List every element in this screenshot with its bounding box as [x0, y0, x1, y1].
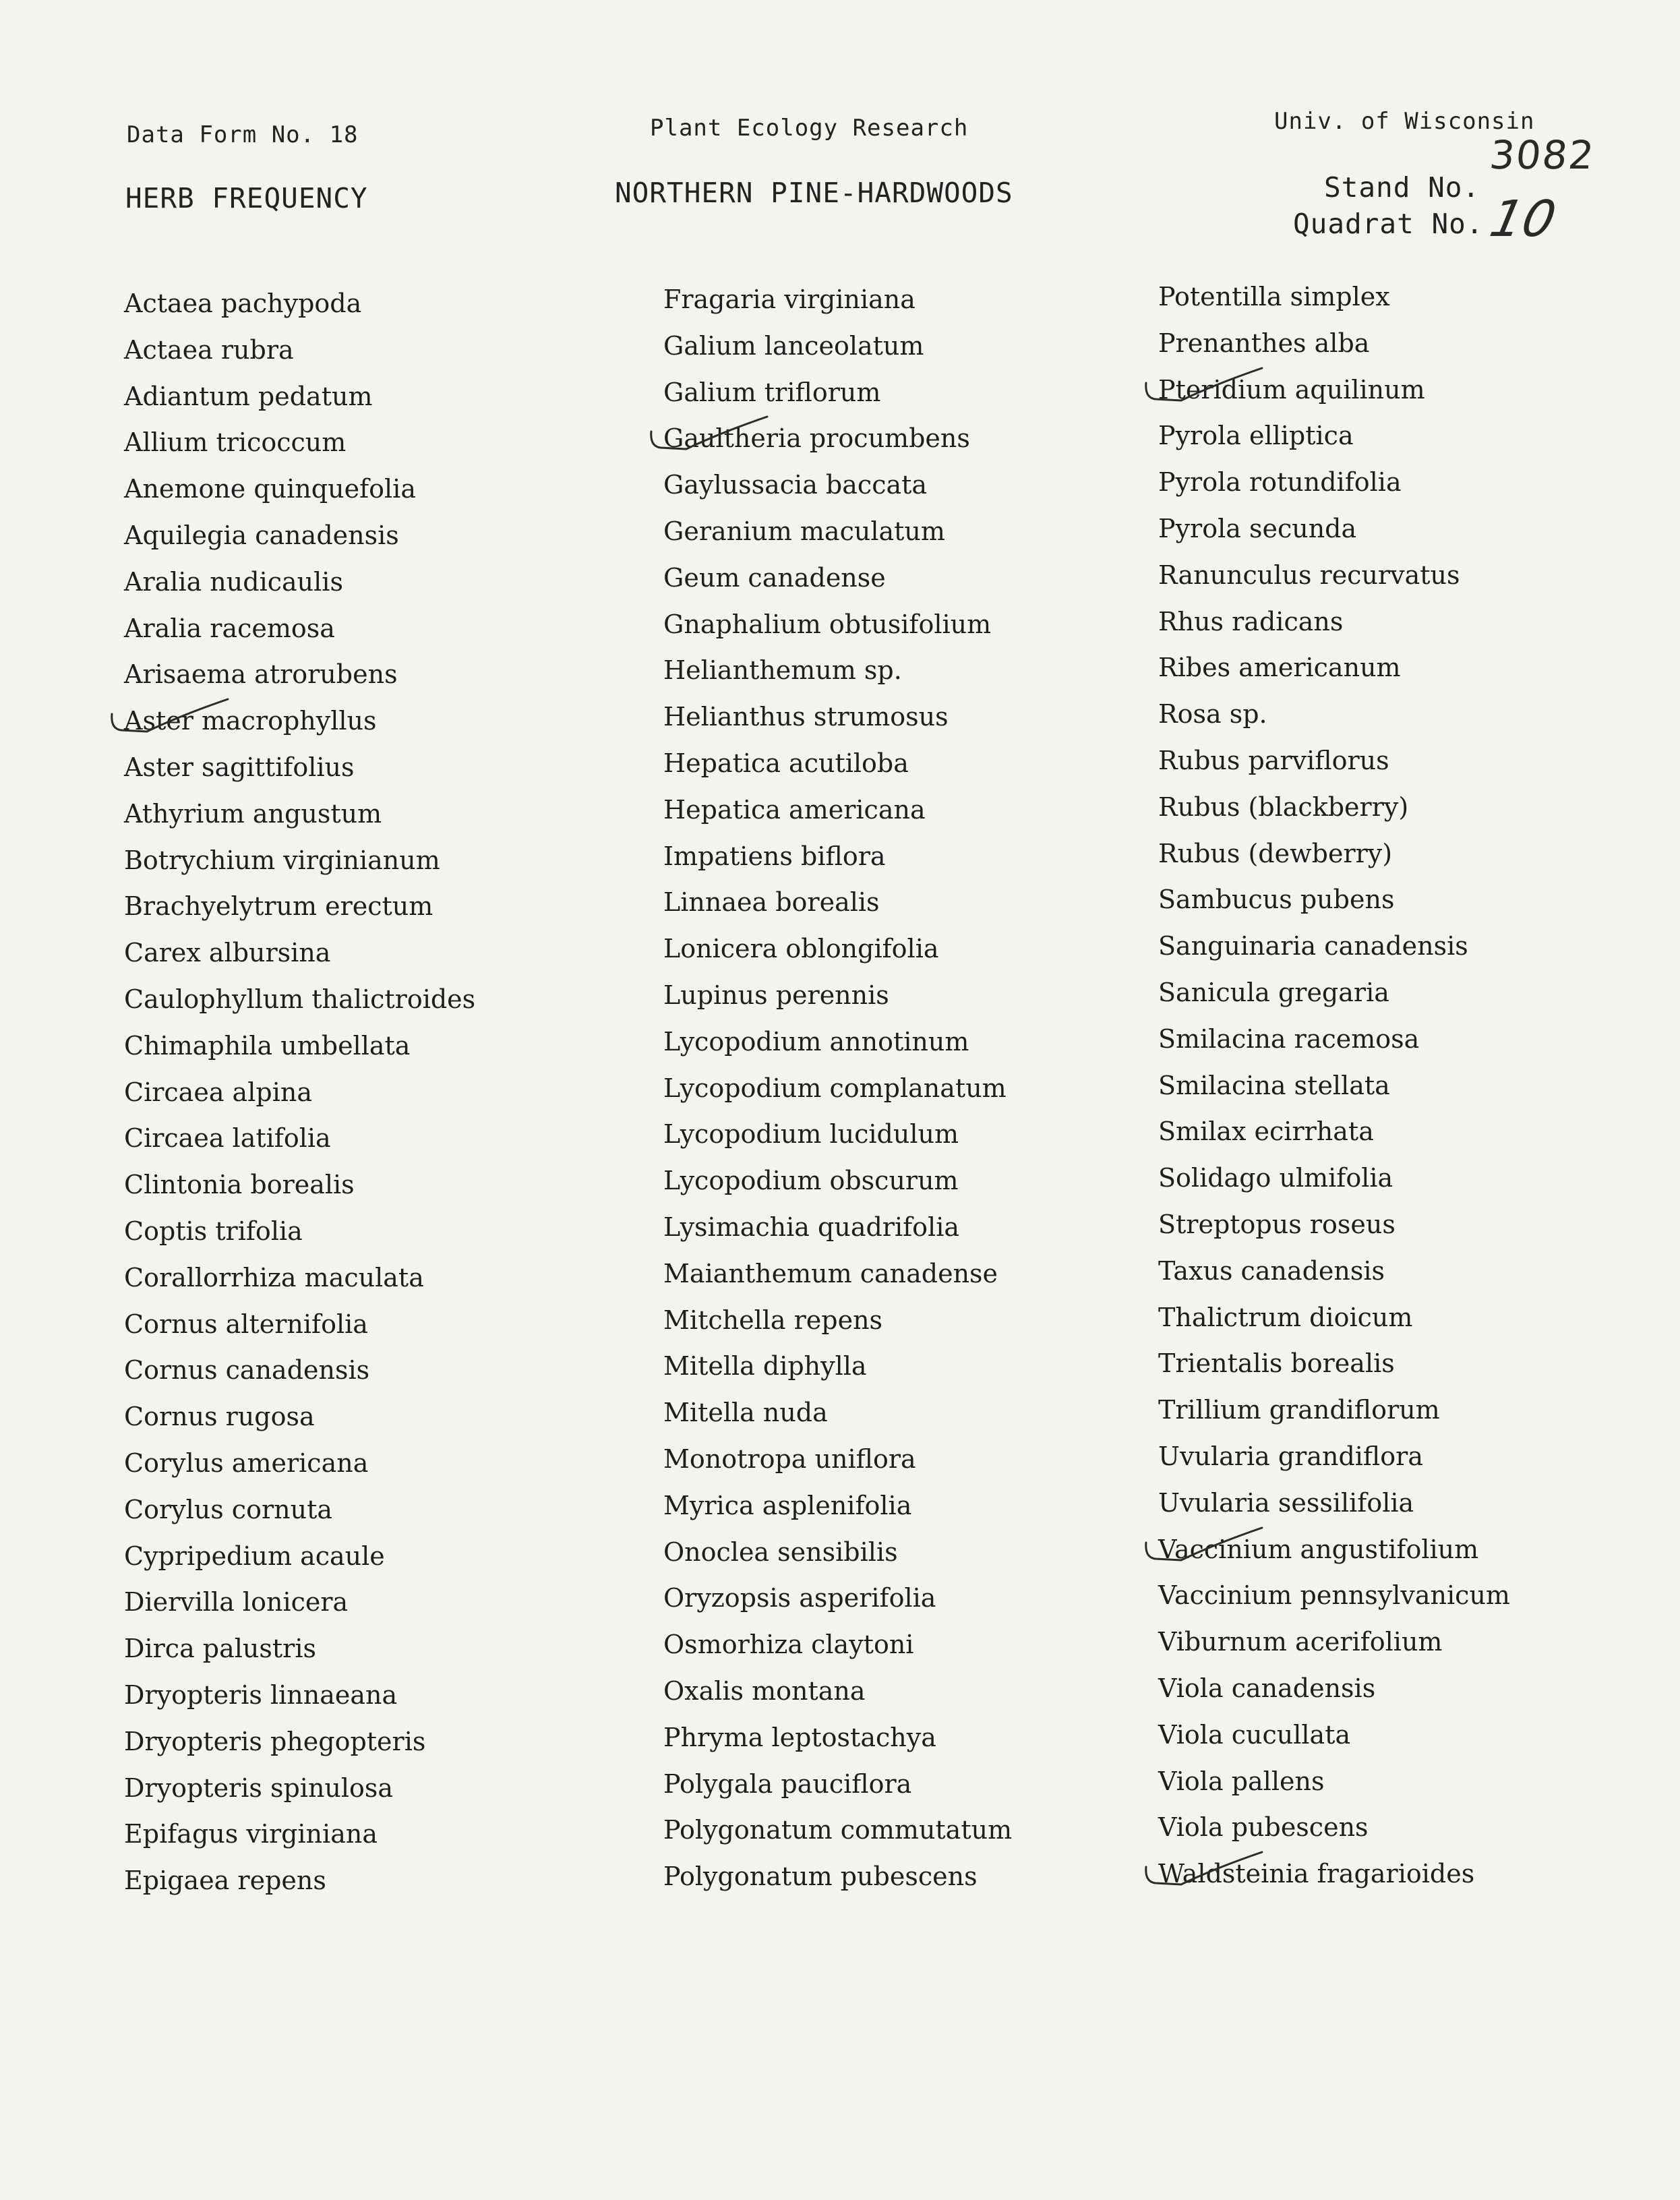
species-item: Sanguinaria canadensis — [1158, 931, 1468, 961]
species-item: Corallorrhiza maculata — [124, 1262, 424, 1292]
species-item: Vaccinium pennsylvanicum — [1158, 1580, 1510, 1611]
species-item: Aralia racemosa — [124, 613, 335, 643]
species-item: Sambucus pubens — [1158, 885, 1395, 915]
species-item: Mitella nuda — [663, 1398, 828, 1428]
species-item: Pyrola elliptica — [1158, 421, 1354, 451]
stand-number-label: Stand No. — [1324, 171, 1480, 204]
species-item: Smilacina racemosa — [1158, 1023, 1420, 1054]
university-name: Univ. of Wisconsin — [1274, 108, 1535, 135]
species-item: Galium lanceolatum — [663, 330, 924, 361]
species-item: Hepatica americana — [663, 794, 926, 825]
species-item: Rhus radicans — [1158, 606, 1344, 636]
species-item: Chimaphila umbellata — [124, 1030, 411, 1061]
species-item: Gaultheria procumbens — [663, 415, 1012, 462]
species-item: Onoclea sensibilis — [663, 1537, 898, 1567]
species-item: Pteridium aquilinum — [1158, 367, 1510, 413]
pencil-checkmark-icon — [1141, 357, 1282, 411]
species-item: Pyrola secunda — [1158, 513, 1357, 543]
pencil-checkmark-icon — [107, 688, 248, 742]
quadrat-number-label: Quadrat No. — [1293, 208, 1484, 240]
species-item: Athyrium angustum — [124, 798, 382, 829]
species-item: Lonicera oblongifolia — [663, 934, 939, 964]
species-item: Streptopus roseus — [1158, 1209, 1396, 1239]
species-item: Oryzopsis asperifolia — [663, 1583, 936, 1613]
species-item: Rubus (blackberry) — [1158, 792, 1409, 822]
species-item: Anemone quinquefolia — [124, 474, 416, 504]
species-item: Myrica asplenifolia — [663, 1490, 912, 1520]
species-item: Diervilla lonicera — [124, 1587, 349, 1617]
species-item: Geum canadense — [663, 562, 886, 593]
species-item: Smilax ecirrhata — [1158, 1117, 1374, 1147]
species-item: Lycopodium lucidulum — [663, 1119, 959, 1150]
species-item: Gaylussacia baccata — [663, 470, 928, 500]
species-item: Allium tricoccum — [124, 427, 347, 458]
species-item: Polygala pauciflora — [663, 1768, 912, 1799]
species-item: Dryopteris spinulosa — [124, 1773, 394, 1803]
species-item: Viburnum acerifolium — [1158, 1627, 1443, 1657]
species-item: Corylus americana — [124, 1448, 369, 1478]
species-item: Potentilla simplex — [1158, 282, 1390, 311]
species-item: Helianthemum sp. — [663, 655, 902, 686]
species-item: Waldsteinia fragarioides — [1158, 1851, 1510, 1897]
species-item: Viola cucullata — [1158, 1719, 1351, 1750]
species-item: Rubus (dewberry) — [1158, 838, 1393, 868]
species-item: Lycopodium complanatum — [663, 1073, 1007, 1103]
species-item: Linnaea borealis — [663, 887, 880, 918]
species-item: Lycopodium obscurum — [663, 1166, 959, 1196]
species-item: Ranunculus recurvatus — [1158, 560, 1460, 590]
species-item: Clintonia borealis — [124, 1170, 355, 1200]
species-item: Epifagus virginiana — [124, 1819, 378, 1849]
species-column-2 — [663, 276, 1012, 1900]
species-item: Circaea latifolia — [124, 1123, 331, 1154]
species-item: Impatiens biflora — [663, 841, 886, 871]
pencil-checkmark-icon — [1141, 1841, 1282, 1895]
species-item: Aquilegia canadensis — [124, 520, 399, 550]
species-item: Mitella diphylla — [663, 1351, 867, 1381]
species-column-3 — [1158, 274, 1510, 1897]
pencil-checkmark-icon — [1141, 1517, 1282, 1571]
species-item: Epigaea repens — [124, 1866, 326, 1896]
species-item: Arisaema atrorubens — [124, 659, 398, 690]
species-item: Uvularia sessilifolia — [1158, 1487, 1414, 1518]
organization-name: Plant Ecology Research — [650, 115, 969, 142]
species-item: Carex albursina — [124, 938, 331, 968]
species-item: Oxalis montana — [663, 1675, 866, 1706]
stand-number-value: 3082 — [1487, 132, 1598, 178]
species-item: Galium triflorum — [663, 377, 881, 407]
species-item: Cornus canadensis — [124, 1355, 370, 1386]
species-item: Ribes americanum — [1158, 653, 1401, 683]
species-item: Uvularia grandiflora — [1158, 1441, 1423, 1471]
species-item: Aster macrophyllus — [124, 698, 475, 744]
species-item: Lycopodium annotinum — [663, 1026, 969, 1057]
species-item: Caulophyllum thalictroides — [124, 984, 476, 1014]
species-item: Actaea rubra — [124, 334, 294, 365]
species-item: Maianthemum canadense — [663, 1258, 998, 1288]
species-item: Mitchella repens — [663, 1305, 883, 1335]
species-item: Cornus alternifolia — [124, 1309, 368, 1339]
species-item: Hepatica acutiloba — [663, 748, 909, 778]
species-item: Osmorhiza claytoni — [663, 1630, 914, 1660]
species-item: Corylus cornuta — [124, 1494, 332, 1524]
species-item: Brachyelytrum erectum — [124, 891, 433, 922]
form-title: HERB FREQUENCY — [125, 182, 368, 214]
species-item: Lupinus perennis — [663, 980, 889, 1010]
species-item: Monotropa uniflora — [663, 1444, 916, 1474]
species-item: Prenanthes alba — [1158, 328, 1370, 358]
species-item: Geranium maculatum — [663, 516, 945, 546]
species-item: Vaccinium angustifolium — [1158, 1526, 1510, 1573]
species-item: Fragaria virginiana — [663, 285, 916, 314]
species-item: Smilacina stellata — [1158, 1070, 1390, 1100]
species-item: Polygonatum pubescens — [663, 1862, 978, 1892]
species-item: Sanicula gregaria — [1158, 977, 1389, 1007]
species-item: Coptis trifolia — [124, 1216, 303, 1246]
species-item: Viola pubescens — [1158, 1812, 1369, 1843]
species-item: Trientalis borealis — [1158, 1348, 1395, 1379]
species-item: Cornus rugosa — [124, 1402, 315, 1432]
species-item: Rosa sp. — [1158, 699, 1267, 730]
species-item: Trillium grandiflorum — [1158, 1395, 1440, 1425]
species-item: Phryma leptostachya — [663, 1722, 936, 1752]
species-item: Adiantum pedatum — [124, 381, 373, 411]
species-item: Taxus canadensis — [1158, 1255, 1385, 1286]
species-item: Botrychium virginianum — [124, 845, 440, 875]
species-item: Gnaphalium obtusifolium — [663, 609, 992, 639]
species-item: Thalictrum dioicum — [1158, 1302, 1413, 1332]
species-item: Rubus parviflorus — [1158, 745, 1389, 775]
species-item: Viola pallens — [1158, 1766, 1325, 1796]
forest-type-title: NORTHERN PINE-HARDWOODS — [615, 177, 1013, 209]
species-item: Dryopteris phegopteris — [124, 1726, 426, 1756]
species-column-1 — [124, 280, 475, 1904]
species-item: Dryopteris linnaeana — [124, 1679, 398, 1710]
species-item: Lysimachia quadrifolia — [663, 1212, 960, 1242]
species-item: Polygonatum commutatum — [663, 1815, 1013, 1845]
form-number: Data Form No. 18 — [127, 121, 359, 148]
species-item: Solidago ulmifolia — [1158, 1163, 1393, 1193]
species-item: Circaea alpina — [124, 1077, 312, 1107]
pencil-checkmark-icon — [646, 406, 787, 460]
species-item: Cypripedium acaule — [124, 1541, 385, 1571]
species-item: Actaea pachypoda — [124, 289, 362, 318]
species-item: Viola canadensis — [1158, 1673, 1376, 1703]
species-item: Helianthus strumosus — [663, 702, 949, 732]
species-item: Pyrola rotundifolia — [1158, 467, 1402, 498]
species-item: Dirca palustris — [124, 1634, 316, 1664]
species-item: Aster sagittifolius — [124, 752, 355, 782]
species-item: Aralia nudicaulis — [124, 566, 343, 597]
quadrat-number-value: 10 — [1484, 190, 1561, 248]
